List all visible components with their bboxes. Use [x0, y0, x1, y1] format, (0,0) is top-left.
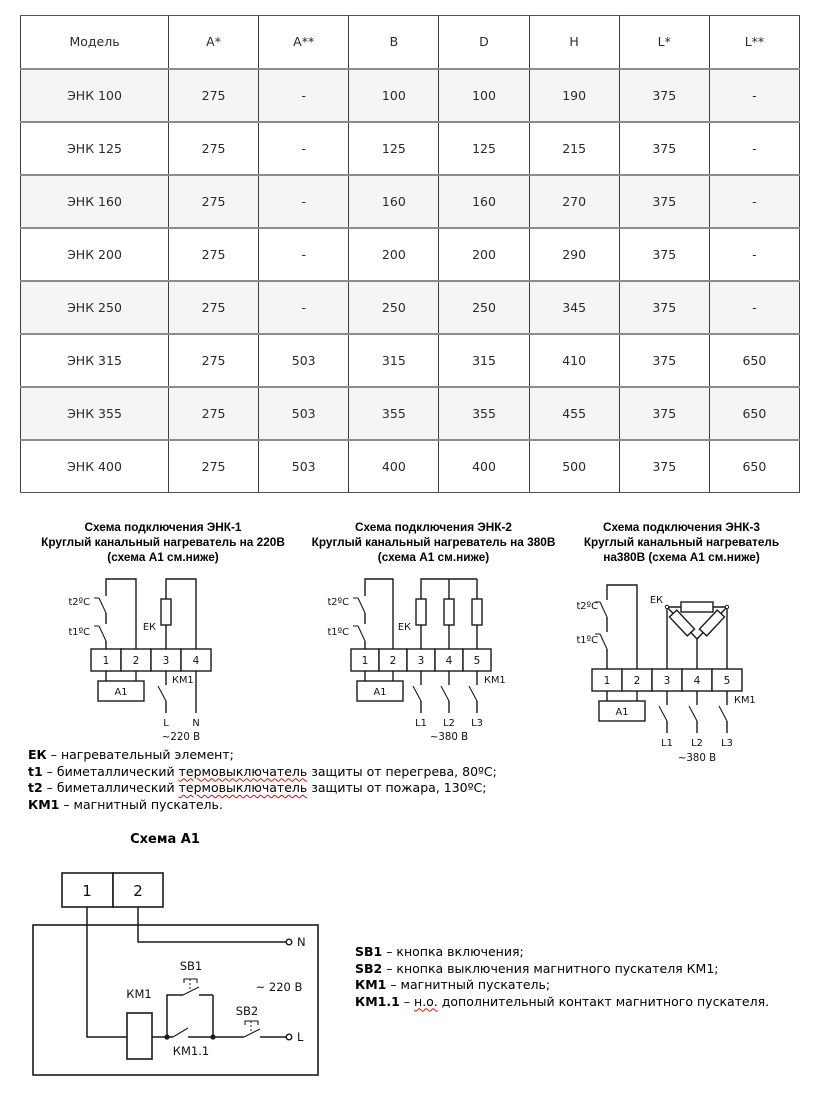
table-cell: 503	[259, 334, 349, 387]
diagram-enk1-schematic	[46, 573, 281, 743]
table-cell: -	[709, 175, 799, 228]
table-row	[21, 175, 800, 228]
table-cell: 455	[529, 387, 619, 440]
t1-label: t1ºС	[67, 627, 90, 638]
table-row	[21, 334, 800, 387]
col-header-h: H	[529, 16, 619, 69]
table-row	[21, 122, 800, 175]
table-cell: 375	[619, 281, 709, 334]
table-cell: 190	[529, 69, 619, 122]
svg-text:t2ºС: t2ºС	[327, 597, 349, 608]
table-row	[21, 228, 800, 281]
svg-text:t1ºС: t1ºС	[327, 627, 349, 638]
svg-text:1: 1	[82, 882, 92, 900]
table-cell: 375	[619, 122, 709, 175]
table-cell: ЭНК 200	[21, 228, 169, 281]
table-cell: ЭНК 315	[21, 334, 169, 387]
table-cell: ЭНК 250	[21, 281, 169, 334]
diagram-enk2	[311, 520, 556, 747]
table-cell: 375	[619, 387, 709, 440]
heating-element-branch-icon	[142, 579, 195, 649]
svg-text:L2: L2	[691, 738, 703, 749]
svg-text:SB1: SB1	[179, 959, 203, 973]
svg-text:2: 2	[389, 655, 397, 667]
svg-text:5: 5	[723, 675, 731, 687]
table-cell: 275	[169, 122, 259, 175]
table-cell: ЭНК 400	[21, 440, 169, 493]
table-cell: 355	[439, 387, 529, 440]
table-cell: 215	[529, 122, 619, 175]
table-cell: -	[259, 122, 349, 175]
legend-item: t1 – биметаллический термовыключатель защиты от перегрева, 80ºС;	[28, 763, 497, 779]
table-cell: ЭНК 160	[21, 175, 169, 228]
svg-text:КМ1.1: КМ1.1	[172, 1044, 210, 1058]
svg-text:4: 4	[445, 655, 453, 667]
diagram-enk1	[22, 520, 304, 747]
table-cell: -	[259, 175, 349, 228]
legend-item: ЕК – нагревательный элемент;	[28, 747, 234, 762]
table-cell: 500	[529, 440, 619, 493]
table-cell: 275	[169, 334, 259, 387]
svg-text:КМ1: КМ1	[126, 987, 152, 1001]
col-header-model: Модель	[21, 16, 169, 69]
table-cell: 290	[529, 228, 619, 281]
table-cell: 200	[349, 228, 439, 281]
heater-element-icon	[416, 599, 426, 625]
table-cell: ЭНК 125	[21, 122, 169, 175]
svg-text:L1: L1	[661, 738, 673, 749]
table-cell: 375	[619, 440, 709, 493]
table-row	[21, 69, 800, 122]
km1-contact-icon	[659, 691, 756, 733]
table-cell: -	[259, 69, 349, 122]
diagram-enk3	[563, 520, 800, 764]
km1-contact-icon	[158, 671, 194, 713]
ek-label: ЕК	[649, 595, 663, 606]
heating-element-branch-icon	[398, 579, 482, 649]
scheme-a1-section	[20, 832, 800, 1090]
heater-element-icon	[472, 599, 482, 625]
neutral-label: N	[191, 718, 200, 729]
col-header-a2: A**	[259, 16, 349, 69]
t2-label: t2ºС	[67, 597, 90, 608]
table-cell: 160	[439, 175, 529, 228]
col-header-b: B	[349, 16, 439, 69]
a1-module	[98, 671, 144, 701]
svg-text:L3: L3	[721, 738, 733, 749]
a1-module	[357, 671, 403, 701]
thermal-switch-branch-icon	[68, 579, 136, 649]
svg-text:А1: А1	[114, 687, 127, 698]
scheme-a1-title: Схема А1	[130, 832, 200, 847]
km1-coil	[127, 1013, 152, 1059]
svg-text:КМ1: КМ1	[484, 675, 506, 686]
scheme-a1	[25, 832, 335, 1090]
dimensions-table	[20, 15, 800, 493]
voltage-label: ~380 В	[429, 732, 469, 743]
svg-text:2: 2	[132, 655, 139, 667]
terminal-block	[62, 873, 163, 907]
table-cell: ЭНК 100	[21, 69, 169, 122]
svg-text:N: N	[297, 935, 306, 949]
svg-text:А1: А1	[615, 707, 629, 718]
ek-label: ЕК	[397, 622, 411, 633]
table-cell: 125	[439, 122, 529, 175]
svg-text:L1: L1	[415, 718, 427, 729]
terminal-strip	[351, 649, 491, 671]
legend-item: SB1 – кнопка включения;	[355, 944, 524, 959]
svg-text:3: 3	[663, 675, 671, 687]
col-header-d: D	[439, 16, 529, 69]
table-cell: 503	[259, 387, 349, 440]
table-cell: 650	[709, 440, 799, 493]
table-cell: 100	[439, 69, 529, 122]
table-cell: 250	[349, 281, 439, 334]
svg-text:t2ºС: t2ºС	[576, 601, 598, 612]
l-terminal-circle	[286, 1034, 292, 1040]
terminal-strip	[91, 649, 211, 671]
voltage-label: ~220 В	[161, 732, 200, 743]
legend-item: КМ1.1 – н.о. дополнительный контакт магнитного пускателя.	[355, 993, 770, 1009]
voltage-label: ~380 В	[677, 753, 717, 764]
table-cell: 375	[619, 334, 709, 387]
diagram-enk2-title: Схема подключения ЭНК-2 Круглый канальный нагреватель на 380В (схема А1 см.ниже)	[311, 520, 556, 564]
table-row	[21, 281, 800, 334]
col-header-l2: L**	[709, 16, 799, 69]
table-cell: 270	[529, 175, 619, 228]
table-cell: 315	[349, 334, 439, 387]
svg-text:3: 3	[162, 655, 169, 667]
table-cell: -	[259, 281, 349, 334]
table-cell: 345	[529, 281, 619, 334]
table-cell: 250	[439, 281, 529, 334]
table-cell: 275	[169, 281, 259, 334]
table-cell: 275	[169, 387, 259, 440]
table-cell: -	[259, 228, 349, 281]
svg-text:2: 2	[633, 675, 641, 687]
thermal-switch-branch-icon	[327, 579, 393, 649]
col-header-l1: L*	[619, 16, 709, 69]
svg-text:t1ºС: t1ºС	[576, 635, 598, 646]
table-cell: 375	[619, 175, 709, 228]
table-cell: 410	[529, 334, 619, 387]
diagram-enk2-schematic	[316, 573, 551, 743]
table-cell: -	[709, 228, 799, 281]
table-cell: -	[709, 69, 799, 122]
table-cell: 275	[169, 228, 259, 281]
table-cell: 503	[259, 440, 349, 493]
delta-heating-element-icon	[650, 595, 729, 669]
table-cell: 200	[439, 228, 529, 281]
svg-text:А1: А1	[373, 687, 387, 698]
table-cell: 355	[349, 387, 439, 440]
table-cell: 375	[619, 69, 709, 122]
legend-item: SB2 – кнопка выключения магнитного пускателя КМ1;	[355, 960, 719, 976]
km1-contact-icon	[413, 671, 506, 713]
svg-text:SB2: SB2	[235, 1004, 259, 1018]
table-cell: 315	[439, 334, 529, 387]
diagram-enk3-schematic	[564, 573, 799, 768]
svg-text:L2: L2	[443, 718, 455, 729]
svg-text:1: 1	[603, 675, 611, 687]
table-row	[21, 440, 800, 493]
table-cell: 275	[169, 175, 259, 228]
svg-text:1: 1	[102, 655, 109, 667]
svg-text:КМ1: КМ1	[171, 675, 194, 686]
table-cell: ЭНК 355	[21, 387, 169, 440]
legend-item: КМ1 – магнитный пускатель.	[28, 796, 223, 812]
legend-item: t2 – биметаллический термовыключатель защиты от пожара, 130ºС;	[28, 780, 487, 795]
table-cell: 650	[709, 387, 799, 440]
table-row	[21, 387, 800, 440]
svg-text:5: 5	[473, 655, 481, 667]
legend-item: КМ1 – магнитный пускатель;	[355, 977, 551, 992]
heater-element-icon	[161, 599, 171, 625]
a1-module	[599, 691, 645, 721]
scheme-a1-schematic	[25, 855, 335, 1090]
diagram-enk3-title: Схема подключения ЭНК-3 Круглый канальный нагреватель на380В (схема А1 см.ниже)	[583, 520, 780, 564]
table-cell: 100	[349, 69, 439, 122]
svg-text:4: 4	[693, 675, 701, 687]
svg-text:2: 2	[133, 882, 143, 900]
control-legend	[355, 944, 769, 1090]
phase-label: L	[162, 718, 169, 729]
col-header-a1: A*	[169, 16, 259, 69]
svg-text:3: 3	[417, 655, 425, 667]
table-cell: 650	[709, 334, 799, 387]
table-header-row	[21, 16, 800, 69]
svg-text:КМ1: КМ1	[734, 695, 756, 706]
voltage-label: ~ 220 В	[255, 980, 303, 994]
svg-text:L3: L3	[471, 718, 483, 729]
n-terminal-circle	[286, 939, 292, 945]
table-cell: 125	[349, 122, 439, 175]
table-cell: 275	[169, 440, 259, 493]
svg-text:4: 4	[192, 655, 199, 667]
table-cell: -	[709, 281, 799, 334]
table-cell: 275	[169, 69, 259, 122]
table-cell: 400	[439, 440, 529, 493]
table-cell: -	[709, 122, 799, 175]
table-cell: 375	[619, 228, 709, 281]
svg-text:L: L	[297, 1030, 304, 1044]
terminal-strip	[592, 669, 742, 691]
thermal-switch-branch-icon	[576, 585, 637, 669]
heater-element-icon	[444, 599, 454, 625]
ek-label: ЕК	[142, 622, 156, 633]
table-cell: 160	[349, 175, 439, 228]
svg-text:1: 1	[361, 655, 369, 667]
diagram-enk1-title: Схема подключения ЭНК-1 Круглый канальный нагреватель на 220В (схема А1 см.ниже)	[41, 520, 285, 564]
table-cell: 400	[349, 440, 439, 493]
